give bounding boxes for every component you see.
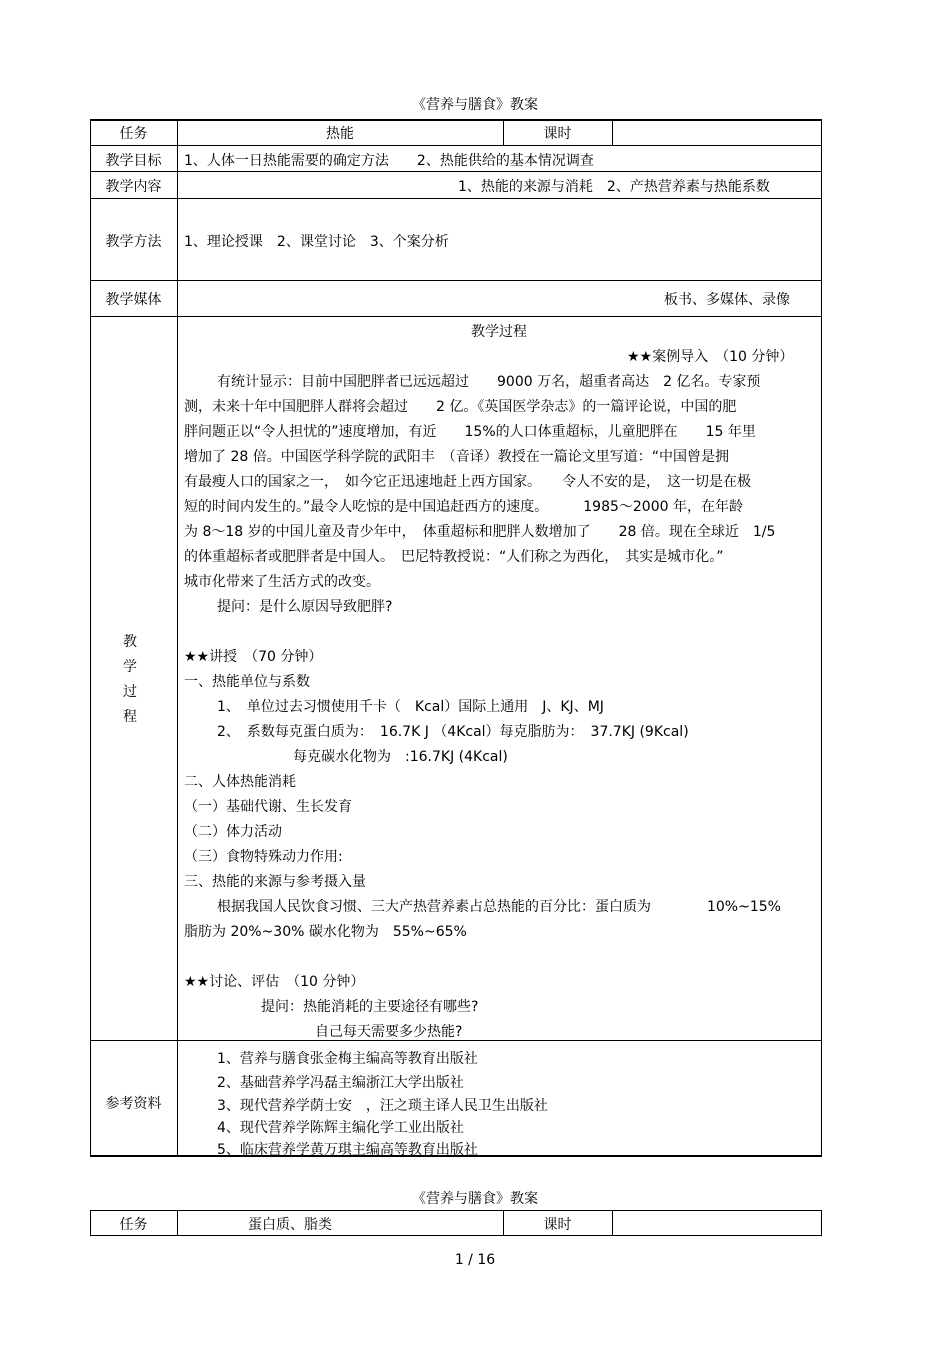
case-paragraph-line: 有最瘦人口的国家之一， 如今它正迅速地赶上西方国家。 令人不安的是， 这一切是在极: [184, 474, 751, 490]
content-label: 教学内容: [105, 179, 162, 195]
case-paragraph-line: 的体重超标者或肥胖者是中国人。 巴尼特教授说：“人们称之为西化， 其实是城市化。”: [184, 549, 724, 565]
lecture-item: 根据我国人民饮食习惯、三大产热营养素占总热能的百分比：蛋白质为 10%~15%: [217, 899, 781, 915]
process-label-char: 过: [123, 684, 137, 700]
case-paragraph-line: 有统计显示：目前中国肥胖者已远远超过 9000 万名，超重者高达 2 亿名。专家预: [217, 374, 761, 390]
process-label-char: 程: [123, 709, 137, 725]
section-discussion: ★★讨论、评估 （10 分钟）: [184, 974, 365, 990]
lecture-heading: 二、人体热能消耗: [184, 774, 296, 790]
goal-value: 1、人体一日热能需要的确定方法 2、热能供给的基本情况调查: [184, 153, 594, 169]
task-value-2: 蛋白质、脂类: [248, 1217, 332, 1233]
media-label: 教学媒体: [105, 292, 162, 308]
case-paragraph-line: 短的时间内发生的。”最令人吃惊的是中国追赶西方的速度。 1985～2000 年，在年龄: [184, 499, 743, 515]
task-label: 任务: [119, 126, 148, 142]
case-paragraph-line: 测，未来十年中国肥胖人群将会超过 2 亿。《英国医学杂志》的一篇评论说，中国的肥: [184, 399, 737, 415]
section-case-intro: ★★案例导入 （10 分钟）: [627, 349, 794, 365]
case-paragraph-line: 城市化带来了生活方式的改变。: [184, 574, 380, 590]
reference-item: 1、营养与膳食张金梅主编高等教育出版社: [217, 1051, 478, 1067]
section-lecture: ★★讲授 （70 分钟）: [184, 649, 323, 665]
lecture-item: 2、 系数每克蛋白质为： 16.7K J （4Kcal）每克脂肪为： 37.7KJ (9Kcal): [217, 724, 689, 740]
reference-item: 4、现代营养学陈辉主编化学工业出版社: [217, 1120, 464, 1136]
document-title: 《营养与膳食》教案: [412, 97, 538, 113]
lecture-heading: 一、热能单位与系数: [184, 674, 310, 690]
lecture-item: 1、 单位过去习惯使用千卡（ Kcal）国际上通用 J、KJ、MJ: [217, 699, 604, 715]
lecture-item: （一）基础代谢、生长发育: [184, 799, 352, 815]
goal-label: 教学目标: [105, 153, 162, 169]
reference-item: 3、现代营养学荫士安 ，汪之琐主译人民卫生出版社: [217, 1098, 548, 1114]
lecture-item: 脂肪为 20%~30% 碳水化物为 55%~65%: [184, 924, 467, 940]
question-line: 提问：热能消耗的主要途径有哪些?: [261, 999, 479, 1015]
process-label: [120, 630, 140, 730]
lecture-heading: 三、热能的来源与参考摄入量: [184, 874, 366, 890]
media-value: 板书、多媒体、录像: [664, 292, 790, 308]
case-paragraph-line: 增加了 28 倍。中国医学科学院的武阳丰 （音译）教授在一篇论文里写道：“中国曾是拥: [184, 449, 729, 465]
process-label-char: 教: [123, 634, 137, 650]
document-title-2: 《营养与膳食》教案: [412, 1191, 538, 1207]
content-value: 1、热能的来源与消耗 2、产热营养素与热能系数: [458, 179, 770, 195]
page-number: 1 / 16: [454, 1252, 496, 1268]
task-label-2: 任务: [119, 1217, 148, 1233]
lecture-item: （二）体力活动: [184, 824, 282, 840]
hours-label: 课时: [543, 126, 572, 142]
method-value: 1、理论授课 2、课堂讨论 3、个案分析: [184, 234, 449, 250]
refs-label: 参考资料: [105, 1096, 162, 1112]
question-line: 提问：是什么原因导致肥胖?: [217, 599, 393, 615]
process-heading: 教学过程: [471, 324, 527, 340]
reference-item: 5、临床营养学黄万琪主编高等教育出版社: [217, 1142, 478, 1158]
task-value: 热能: [326, 126, 354, 142]
question-line: 自己每天需要多少热能?: [315, 1024, 463, 1040]
process-label-char: 学: [123, 659, 137, 675]
method-label: 教学方法: [105, 234, 162, 250]
lecture-item: 每克碳水化物为 :16.7KJ (4Kcal): [293, 749, 508, 765]
case-paragraph-line: 为 8～18 岁的中国儿童及青少年中， 体重超标和肥胖人数增加了 28 倍。现在全球近 1/5: [184, 524, 776, 540]
lecture-item: （三）食物特殊动力作用:: [184, 849, 343, 865]
hours-label-2: 课时: [543, 1217, 572, 1233]
reference-item: 2、基础营养学冯磊主编浙江大学出版社: [217, 1075, 464, 1091]
case-paragraph-line: 胖问题正以“令人担忧的”速度增加，有近 15%的人口体重超标，儿童肥胖在 15 年里: [184, 424, 756, 440]
